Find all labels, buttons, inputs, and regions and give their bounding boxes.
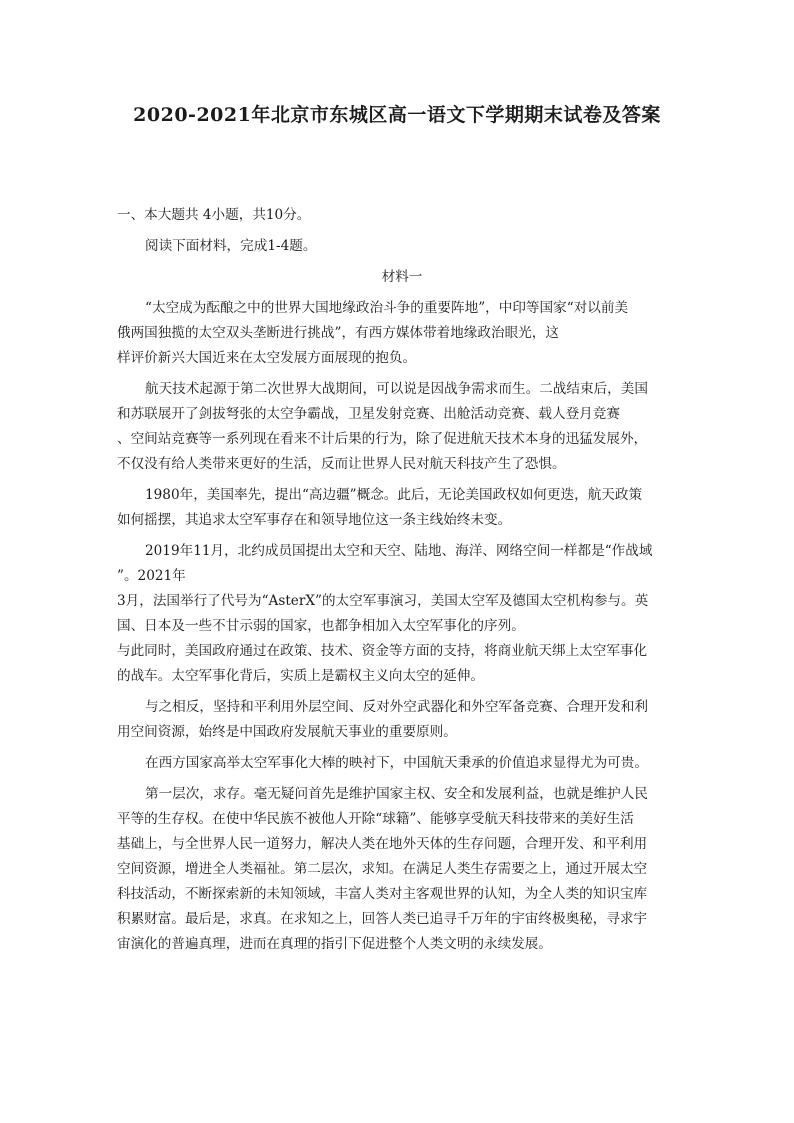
paragraph-line: 第一层次，求存。毫无疑问首先是维护国家主权、安全和发展利益，也就是维护人民 bbox=[145, 786, 648, 802]
paragraph-line: 科技活动，不断探索新的未知领域，丰富人类对主客观世界的认知，为全人类的知识宝库 bbox=[117, 886, 648, 902]
paragraph-line: 3月，法国举行了代号为“AsterX”的太空军事演习，美国太空军及德国太空机构参与。英 bbox=[117, 593, 649, 609]
paragraph-line: 在西方国家高举太空军事化大棒的映衬下，中国航天秉承的价值追求显得尤为可贵。 bbox=[145, 755, 648, 771]
reading-instruction: 阅读下面材料，完成1-4题。 bbox=[145, 238, 317, 254]
paragraph-line: ”。2021年 bbox=[117, 568, 186, 584]
material-title: 材料一 bbox=[381, 269, 423, 285]
paragraph-line: 1980年，美国率先，提出“高边疆”概念。此后，无论美国政权如何更迭，航天政策 bbox=[145, 487, 643, 503]
paragraph-line: “太空成为酝酿之中的世界大国地缘政治斗争的重要阵地”，中印等国家“对以前美 bbox=[145, 300, 629, 316]
paragraph-line: 如何摇摆，其追求太空军事存在和领导地位这一条主线始终未变。 bbox=[117, 512, 512, 528]
paragraph-line: 与之相反，坚持和平利用外层空间、反对外空武器化和外空军备竞赛、合理开发和利 bbox=[145, 699, 648, 715]
paragraph-line: 和苏联展开了剑拔弩张的太空争霸战，卫星发射竞赛、出舱活动竞赛、载人登月竞赛 bbox=[117, 406, 620, 422]
paragraph-line: 宙演化的普遍真理，进而在真理的指引下促进整个人类文明的永续发展。 bbox=[117, 936, 552, 952]
document-title: 2020-2021年北京市东城区高一语文下学期期末试卷及答案 bbox=[133, 104, 661, 126]
paragraph-line: 积累财富。最后是，求真。在求知之上，回答人类已追寻千万年的宇宙终极奥秘，寻求宇 bbox=[117, 911, 648, 927]
paragraph-3 bbox=[117, 483, 687, 533]
paragraph-line: 用空间资源，始终是中国政府发展航天事业的重要原则。 bbox=[117, 724, 457, 740]
document-body bbox=[117, 203, 687, 957]
paragraph-line: 俄两国独揽的太空双头垄断进行挑战”，有西方媒体带着地缘政治眼光，这 bbox=[117, 325, 559, 341]
paragraph-2 bbox=[117, 377, 687, 477]
paragraph-line: 、空间站竞赛等一系列现在看来不计后果的行为，除了促进航天技术本身的迅猛发展外， bbox=[117, 431, 648, 447]
paragraph-6 bbox=[117, 751, 687, 776]
paragraph-line: 与此同时，美国政府通过在政策、技术、资金等方面的支持，将商业航天绑上太空军事化 bbox=[117, 643, 648, 659]
paragraph-line: 不仅没有给人类带来更好的生活，反而让世界人民对航天科技产生了恐惧。 bbox=[117, 456, 566, 472]
paragraph-line: 国、日本及一些不甘示弱的国家，也都争相加入太空军事化的序列。 bbox=[117, 618, 525, 634]
section-heading: 一、本大题共 4小题，共10分。 bbox=[117, 207, 311, 223]
paragraph-1 bbox=[117, 296, 687, 371]
paragraph-line: 平等的生存权。在使中华民族不被他人开除“球籍”、能够享受航天科技带来的美好生活 bbox=[117, 811, 634, 827]
paragraph-5 bbox=[117, 695, 687, 745]
paragraph-line: 样评价新兴大国近来在太空发展方面展现的抱负。 bbox=[117, 350, 417, 366]
paragraph-7 bbox=[117, 782, 687, 957]
paragraph-line: 基础上，与全世界人民一道努力，解决人类在地外天体的生存问题，合理开发、和平利用 bbox=[117, 836, 648, 852]
paragraph-line: 的战车。太空军事化背后，实质上是霸权主义向太空的延伸。 bbox=[117, 668, 485, 684]
paragraph-4 bbox=[117, 539, 687, 689]
paragraph-line: 2019年11月，北约成员国提出太空和天空、陆地、海洋、网络空间一样都是“作战域 bbox=[145, 543, 653, 559]
paragraph-line: 航天技术起源于第二次世界大战期间，可以说是因战争需求而生。二战结束后，美国 bbox=[145, 381, 648, 397]
paragraph-line: 空间资源，增进全人类福祉。第二层次，求知。在满足人类生存需要之上，通过开展太空 bbox=[117, 861, 648, 877]
